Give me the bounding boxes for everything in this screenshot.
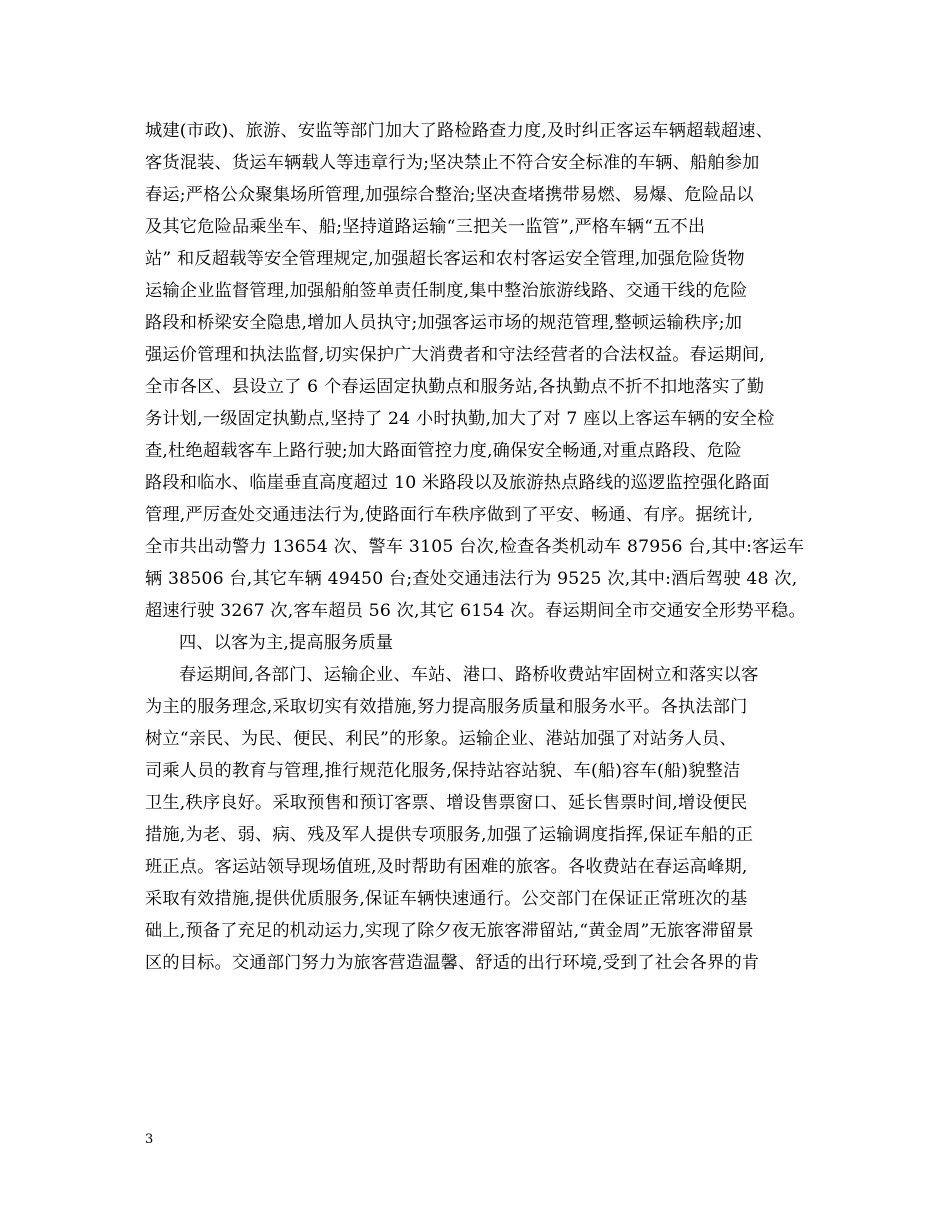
text-line: 础上,预备了充足的机动运力,实现了除夕夜无旅客滞留站,“黄金周”无旅客滞留景 — [145, 921, 754, 941]
text-line: 春运;严格公众聚集场所管理,加强综合整治;坚决查堵携带易燃、易爆、危险品以 — [145, 185, 754, 205]
text-line: 全市共出动警力 13654 次、警车 3105 台次,检查各类机动车 87956 台,其中:客运车 — [145, 537, 805, 557]
text-line: 采取有效措施,提供优质服务,保证车辆快速通行。公交部门在保证正常班次的基 — [145, 889, 748, 909]
text-line: 运输企业监督管理,加强船舶签单责任制度,集中整治旅游线路、交通干线的危险 — [145, 281, 748, 301]
text-line: 务计划,一级固定执勤点,坚持了 24 小时执勤,加大了对 7 座以上客运车辆的安全检 — [145, 409, 775, 429]
text-line: 树立“亲民、为民、便民、利民”的形象。运输企业、港站加强了对站务人员、 — [145, 729, 737, 749]
text-line: 辆 38506 台,其它车辆 49450 台;查处交通违法行为 9525 次,其中:酒后驾驶 48 次, — [145, 569, 798, 589]
text-line: 区的目标。交通部门努力为旅客营造温馨、舒适的出行环境,受到了社会各界的肯 — [145, 953, 760, 973]
text-line: 全市各区、县设立了 6 个春运固定执勤点和服务站,各执勤点不折不扣地落实了勤 — [145, 377, 765, 397]
text-line: 路段和临水、临崖垂直高度超过 10 米路段以及旅游热点路线的巡逻监控强化路面 — [145, 473, 770, 493]
body-text — [145, 115, 825, 979]
text-line: 查,杜绝超载客车上路行驶;加大路面管控力度,确保安全畅通,对重点路段、危险 — [145, 441, 742, 461]
text-line: 司乘人员的教育与管理,推行规范化服务,保持站容站貌、车(船)容车(船)貌整洁 — [145, 761, 741, 781]
section-heading: 四、以客为主,提高服务质量 — [179, 633, 394, 653]
text-line: 管理,严厉查处交通违法行为,使路面行车秩序做到了平安、畅通、有序。据统计, — [145, 505, 754, 525]
text-line: 城建(市政)、旅游、安监等部门加大了路检路查力度,及时纠正客运车辆超载超速、 — [145, 121, 774, 141]
text-line: 及其它危险品乘坐车、船;坚持道路运输“三把关一监管”,严格车辆“五不出 — [145, 217, 706, 237]
text-line: 路段和桥梁安全隐患,增加人员执守;加强客运市场的规范管理,整顿运输秩序;加 — [145, 313, 743, 333]
text-line: 客货混装、货运车辆载人等违章行为;坚决禁止不符合安全标准的车辆、船舶参加 — [145, 153, 760, 173]
text-line: 卫生,秩序良好。采取预售和预订客票、增设售票窗口、延长售票时间,增设便民 — [145, 793, 748, 813]
text-line: 站” 和反超载等安全管理规定,加强超长客运和农村客运安全管理,加强危险货物 — [145, 249, 745, 269]
text-line: 班正点。客运站领导现场值班,及时帮助有困难的旅客。各收费站在春运高峰期, — [145, 857, 748, 877]
text-line: 措施,为老、弱、病、残及军人提供专项服务,加强了运输调度指挥,保证车船的正 — [145, 825, 754, 845]
page-number: 3 — [145, 1132, 154, 1147]
text-line: 为主的服务理念,采取切实有效措施,努力提高服务质量和服务水平。各执法部门 — [145, 697, 748, 717]
text-line: 强运价管理和执法监督,切实保护广大消费者和守法经营者的合法权益。春运期间, — [145, 345, 765, 365]
text-line: 春运期间,各部门、运输企业、车站、港口、路桥收费站牢固树立和落实以客 — [179, 665, 759, 685]
text-line: 超速行驶 3267 次,客车超员 56 次,其它 6154 次。春运期间全市交通安全形势平稳。 — [145, 601, 806, 621]
